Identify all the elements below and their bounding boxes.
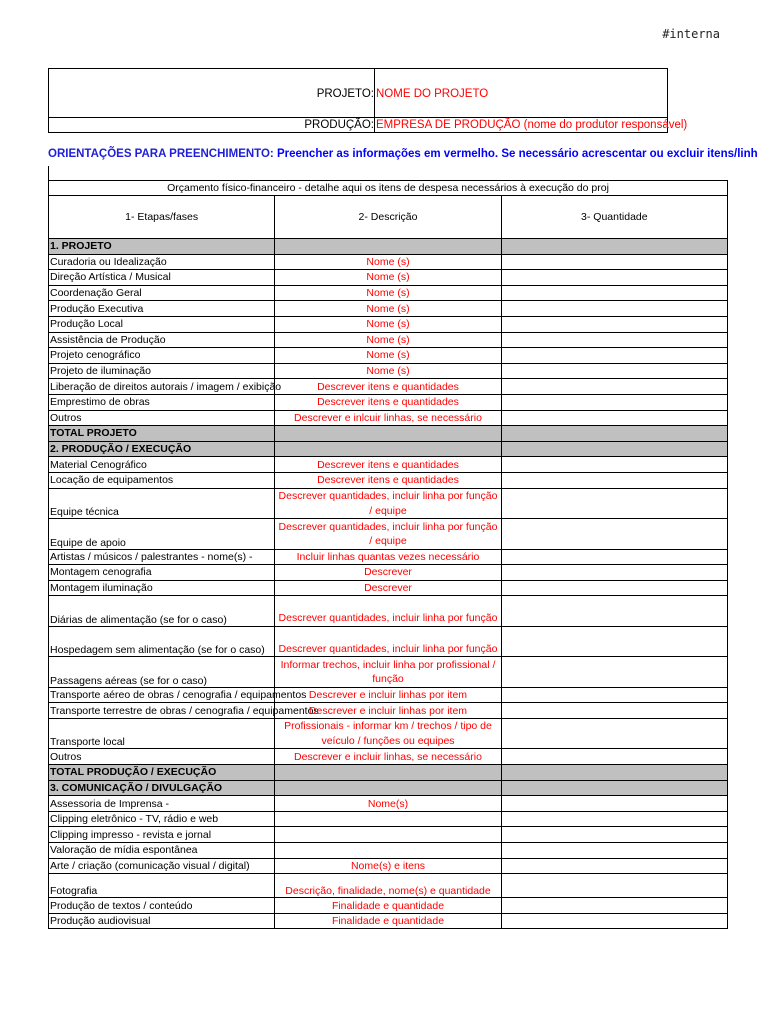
- etapa-cell[interactable]: Assessoria de Imprensa -: [49, 796, 275, 812]
- table-row: [49, 687, 728, 703]
- descricao-cell[interactable]: Descrever itens e quantidades: [275, 457, 501, 473]
- etapa-cell[interactable]: Arte / criação (comunicação visual / digital): [49, 858, 275, 874]
- column-header-descricao: 2- Descrição: [275, 196, 501, 239]
- table-row: [49, 874, 728, 898]
- table-title: Orçamento físico-financeiro - detalhe aqui os itens de despesa necessários à execução do proj: [49, 181, 728, 196]
- descricao-cell[interactable]: Descrever e incluir linhas por item: [275, 687, 501, 703]
- quantidade-cell[interactable]: [501, 765, 727, 781]
- etapa-cell[interactable]: TOTAL PROJETO: [49, 426, 275, 442]
- descricao-cell[interactable]: Nome (s): [275, 332, 501, 348]
- etapa-cell[interactable]: Transporte aéreo de obras / cenografia / equipamentos: [50, 689, 307, 702]
- table-row: [49, 580, 728, 596]
- etapa-cell[interactable]: Emprestimo de obras: [49, 394, 275, 410]
- table-row: [49, 348, 728, 364]
- table-row: [49, 549, 728, 565]
- quantidade-cell[interactable]: [501, 827, 727, 843]
- etapa-cell[interactable]: Passagens aéreas (se for o caso): [49, 657, 275, 688]
- etapa-cell[interactable]: Fotografia: [49, 874, 275, 898]
- producao-value: EMPRESA DE PRODUÇÃO (nome do produtor responsável): [376, 119, 688, 131]
- descricao-cell[interactable]: Finalidade e quantidade: [275, 898, 501, 914]
- descricao-cell[interactable]: Descrever: [275, 565, 501, 581]
- quantidade-cell[interactable]: [501, 316, 727, 332]
- table-row: [49, 703, 728, 719]
- table-row: [49, 657, 728, 688]
- quantidade-cell[interactable]: [501, 898, 727, 914]
- quantidade-cell[interactable]: [501, 626, 727, 657]
- descricao-cell[interactable]: Descrever itens e quantidades: [275, 379, 501, 395]
- table-row: [49, 301, 728, 317]
- descricao-cell[interactable]: Descrever quantidades, incluir linha por função / equipe: [275, 488, 501, 519]
- column-header-quantidade: 3- Quantidade: [501, 196, 727, 239]
- table-row: [49, 519, 728, 550]
- descricao-cell[interactable]: [275, 780, 501, 796]
- etapa-cell[interactable]: Outros: [49, 410, 275, 426]
- quantidade-cell[interactable]: [501, 580, 727, 596]
- descricao-cell[interactable]: Nome (s): [275, 316, 501, 332]
- quantidade-cell[interactable]: [501, 718, 727, 749]
- quantidade-cell[interactable]: [501, 488, 727, 519]
- descricao-cell[interactable]: [275, 811, 501, 827]
- column-header-etapas: 1- Etapas/fases: [49, 196, 275, 239]
- descricao-cell[interactable]: Descrever itens e quantidades: [275, 394, 501, 410]
- table-row: [49, 254, 728, 270]
- quantidade-cell[interactable]: [501, 472, 727, 488]
- quantidade-cell[interactable]: [501, 549, 727, 565]
- quantidade-cell[interactable]: [501, 348, 727, 364]
- etapa-cell[interactable]: Transporte terrestre de obras / cenografia / equipamentos: [50, 704, 319, 717]
- quantidade-cell[interactable]: [501, 749, 727, 765]
- table-row: [49, 796, 728, 812]
- table-row: [49, 394, 728, 410]
- quantidade-cell[interactable]: [501, 254, 727, 270]
- table-row: [49, 843, 728, 859]
- budget-table-body: [49, 181, 728, 929]
- budget-sheet: [48, 68, 768, 950]
- header-divider: [48, 117, 668, 118]
- section-row: [49, 780, 728, 796]
- quantidade-cell[interactable]: [501, 363, 727, 379]
- table-row: [49, 858, 728, 874]
- quantidade-cell[interactable]: [501, 426, 727, 442]
- etapa-cell[interactable]: 2. PRODUÇÃO / EXECUÇÃO: [49, 441, 275, 457]
- descricao-cell[interactable]: Nome (s): [275, 270, 501, 286]
- quantidade-cell[interactable]: [501, 410, 727, 426]
- etapa-cell[interactable]: Outros: [49, 749, 275, 765]
- etapa-cell[interactable]: Direção Artística / Musical: [49, 270, 275, 286]
- left-border-tick: [48, 166, 49, 180]
- etapa-cell[interactable]: Clipping eletrônico - TV, rádio e web: [49, 811, 275, 827]
- table-row: [49, 457, 728, 473]
- projeto-label: PROJETO:: [316, 88, 374, 100]
- table-row: [49, 270, 728, 286]
- orientacoes-line: [48, 148, 758, 160]
- etapa-cell[interactable]: Produção Local: [49, 316, 275, 332]
- table-row: [49, 379, 728, 395]
- quantidade-cell[interactable]: [501, 285, 727, 301]
- etapa-cell[interactable]: Montagem cenografia: [49, 565, 275, 581]
- total-row: [49, 426, 728, 442]
- etapa-cell[interactable]: Hospedagem sem alimentação (se for o caso): [49, 626, 275, 657]
- etapa-cell[interactable]: Equipe técnica: [49, 488, 275, 519]
- table-row: [49, 898, 728, 914]
- descricao-cell[interactable]: Nome (s): [275, 363, 501, 379]
- descricao-cell[interactable]: Descrever quantidades, incluir linha por função / equipe: [275, 519, 501, 550]
- budget-table: [48, 180, 728, 929]
- descricao-cell[interactable]: Descrever e incluir linhas, se necessário: [275, 749, 501, 765]
- table-row: [49, 749, 728, 765]
- quantidade-cell[interactable]: [501, 301, 727, 317]
- table-row: [49, 316, 728, 332]
- quantidade-cell[interactable]: [501, 703, 727, 719]
- table-row: [49, 285, 728, 301]
- descricao-cell[interactable]: Nome(s): [275, 796, 501, 812]
- etapa-cell[interactable]: Produção de textos / conteúdo: [49, 898, 275, 914]
- descricao-cell[interactable]: [275, 827, 501, 843]
- descricao-cell[interactable]: Descrever e inlcuir linhas, se necessário: [275, 410, 501, 426]
- descricao-cell[interactable]: Descrever itens e quantidades: [275, 472, 501, 488]
- table-row: [49, 410, 728, 426]
- descricao-cell[interactable]: Nome (s): [275, 301, 501, 317]
- table-row: [49, 363, 728, 379]
- quantidade-cell[interactable]: [501, 687, 727, 703]
- etapa-cell[interactable]: Diárias de alimentação (se for o caso): [49, 596, 275, 627]
- quantidade-cell[interactable]: [501, 657, 727, 688]
- projeto-value: NOME DO PROJETO: [376, 88, 489, 100]
- descricao-cell[interactable]: Descrever quantidades, incluir linha por função: [275, 626, 501, 657]
- quantidade-cell[interactable]: [501, 519, 727, 550]
- orientacoes-label: ORIENTAÇÕES PARA PREENCHIMENTO:: [48, 148, 274, 160]
- quantidade-cell[interactable]: [501, 565, 727, 581]
- quantidade-cell[interactable]: [501, 913, 727, 929]
- quantidade-cell[interactable]: [501, 394, 727, 410]
- table-row: [49, 596, 728, 627]
- etapa-cell[interactable]: Montagem iluminação: [49, 580, 275, 596]
- header-column-divider: [374, 68, 375, 133]
- table-row: [49, 626, 728, 657]
- quantidade-cell[interactable]: [501, 239, 727, 255]
- descricao-cell[interactable]: Informar trechos, incluir linha por profissional / função: [275, 657, 501, 688]
- quantidade-cell[interactable]: [501, 843, 727, 859]
- etapa-cell[interactable]: Projeto de iluminação: [49, 363, 275, 379]
- quantidade-cell[interactable]: [501, 441, 727, 457]
- etapa-cell[interactable]: Clipping impresso - revista e jornal: [49, 827, 275, 843]
- descricao-cell[interactable]: Descrição, finalidade, nome(s) e quantidade: [275, 874, 501, 898]
- table-row: [49, 827, 728, 843]
- descricao-cell[interactable]: [275, 765, 501, 781]
- descricao-cell[interactable]: Profissionais - informar km / trechos / tipo de veículo / funções ou equipes: [275, 718, 501, 749]
- quantidade-cell[interactable]: [501, 858, 727, 874]
- descricao-cell[interactable]: [275, 441, 501, 457]
- etapa-cell[interactable]: 3. COMUNICAÇÃO / DIVULGAÇÃO: [49, 780, 275, 796]
- orientacoes-text: Preencher as informações em vermelho. Se necessário acrescentar ou excluir itens/linh: [276, 148, 758, 160]
- quantidade-cell[interactable]: [501, 780, 727, 796]
- table-row: [49, 811, 728, 827]
- table-row: [49, 565, 728, 581]
- etapa-cell[interactable]: Transporte local: [49, 718, 275, 749]
- etapa-cell[interactable]: Valoração de mídia espontânea: [49, 843, 275, 859]
- etapa-cell[interactable]: 1. PROJETO: [49, 239, 275, 255]
- quantidade-cell[interactable]: [501, 596, 727, 627]
- etapa-cell[interactable]: Projeto cenográfico: [49, 348, 275, 364]
- quantidade-cell[interactable]: [501, 457, 727, 473]
- etapa-cell[interactable]: Artistas / músicos / palestrantes - nome(s) -: [49, 549, 275, 565]
- etapa-cell[interactable]: Assistência de Produção: [49, 332, 275, 348]
- column-header-row: [49, 196, 728, 239]
- etapa-cell[interactable]: Produção Executiva: [49, 301, 275, 317]
- quantidade-cell[interactable]: [501, 811, 727, 827]
- etapa-cell[interactable]: Produção audiovisual: [49, 913, 275, 929]
- table-row: [49, 913, 728, 929]
- section-row: [49, 441, 728, 457]
- table-row: [49, 488, 728, 519]
- descricao-cell[interactable]: Nome (s): [275, 285, 501, 301]
- descricao-cell[interactable]: [275, 426, 501, 442]
- descricao-cell[interactable]: Nome (s): [275, 254, 501, 270]
- section-row: [49, 239, 728, 255]
- table-row: [49, 332, 728, 348]
- descricao-cell[interactable]: Nome(s) e itens: [275, 858, 501, 874]
- quantidade-cell[interactable]: [501, 874, 727, 898]
- etapa-cell[interactable]: Curadoria ou Idealização: [49, 254, 275, 270]
- quantidade-cell[interactable]: [501, 270, 727, 286]
- table-title-row: [49, 181, 728, 196]
- descricao-cell[interactable]: Incluir linhas quantas vezes necessário: [275, 549, 501, 565]
- etapa-cell[interactable]: Locação de equipamentos: [49, 472, 275, 488]
- etapa-cell[interactable]: Coordenação Geral: [49, 285, 275, 301]
- total-row: [49, 765, 728, 781]
- quantidade-cell[interactable]: [501, 332, 727, 348]
- corner-tag: #interna: [662, 27, 720, 41]
- descricao-cell[interactable]: [275, 239, 501, 255]
- quantidade-cell[interactable]: [501, 796, 727, 812]
- etapa-cell[interactable]: Equipe de apoio: [49, 519, 275, 550]
- producao-label: PRODUÇÃO:: [304, 119, 374, 131]
- etapa-cell[interactable]: Liberação de direitos autorais / imagem / exibição: [50, 380, 282, 393]
- descricao-cell[interactable]: Finalidade e quantidade: [275, 913, 501, 929]
- descricao-cell[interactable]: [275, 843, 501, 859]
- descricao-cell[interactable]: Descrever: [275, 580, 501, 596]
- descricao-cell[interactable]: Descrever quantidades, incluir linha por função: [275, 596, 501, 627]
- descricao-cell[interactable]: Descrever e incluir linhas por item: [275, 703, 501, 719]
- table-row: [49, 718, 728, 749]
- descricao-cell[interactable]: Nome (s): [275, 348, 501, 364]
- etapa-cell[interactable]: TOTAL PRODUÇÃO / EXECUÇÃO: [49, 765, 275, 781]
- table-row: [49, 472, 728, 488]
- etapa-cell[interactable]: Material Cenográfico: [49, 457, 275, 473]
- quantidade-cell[interactable]: [501, 379, 727, 395]
